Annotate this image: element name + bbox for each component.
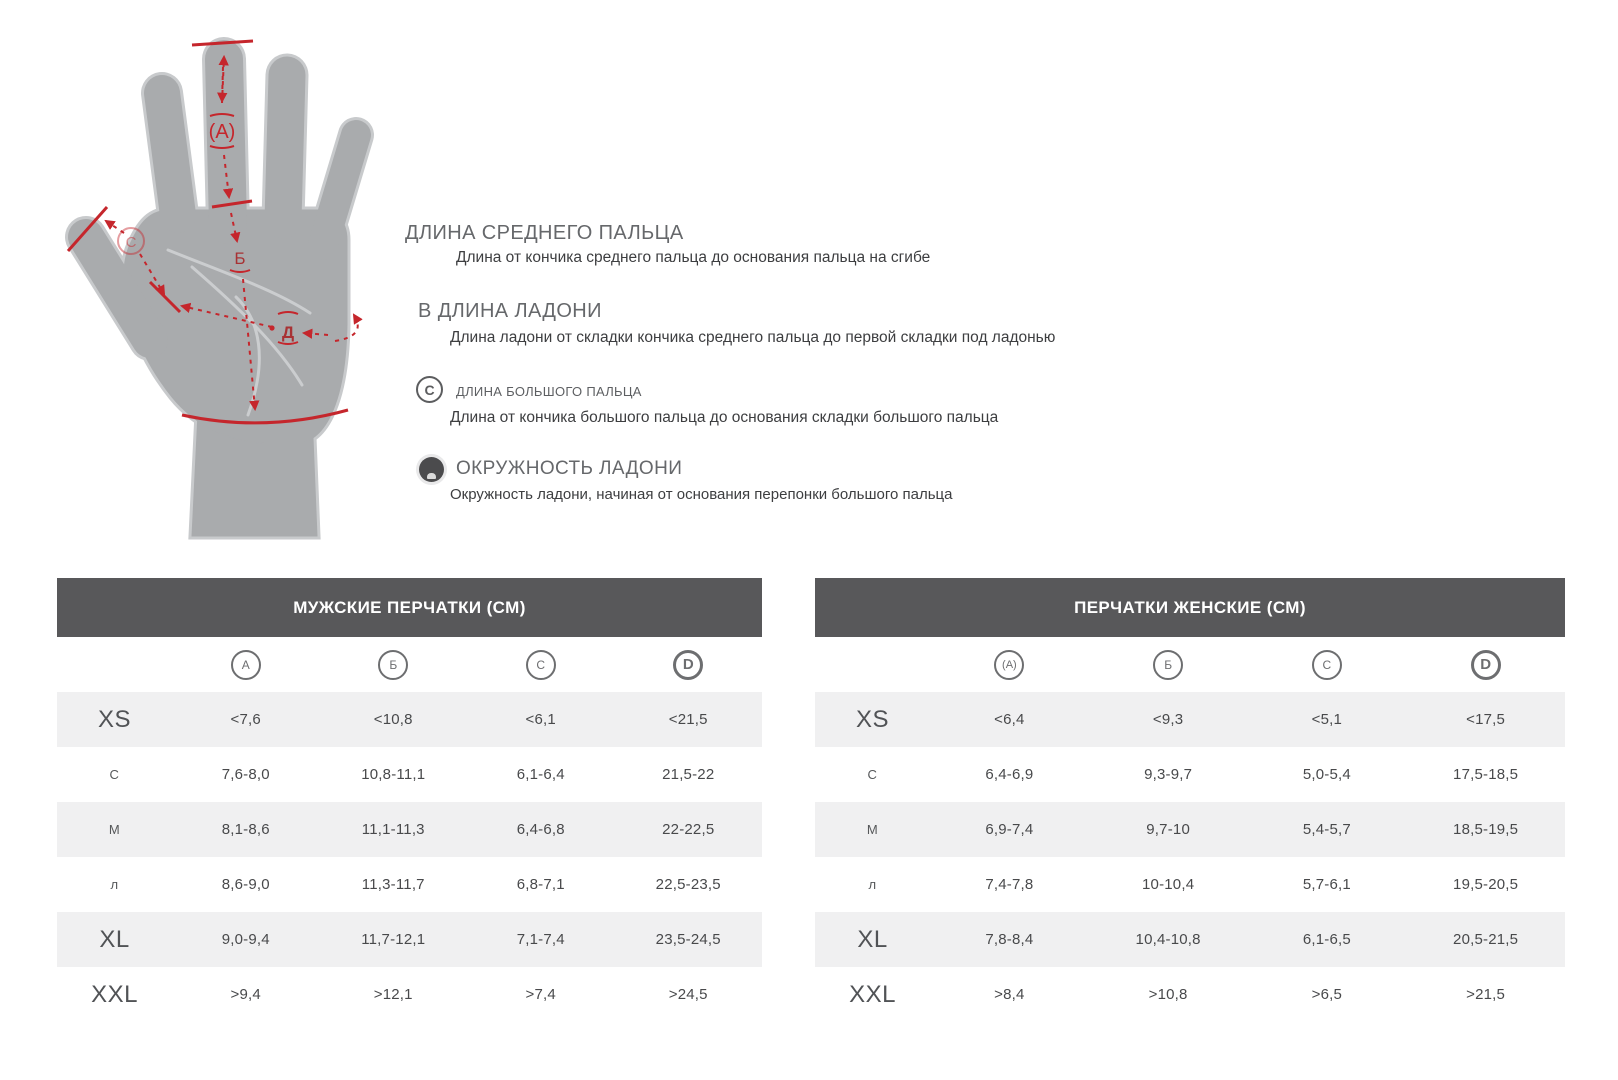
mens-column-icons-row — [57, 637, 762, 692]
cell-value: 7,4-7,8 — [985, 876, 1034, 893]
table-row — [57, 802, 762, 857]
size-label: С — [109, 767, 120, 782]
table-row — [57, 967, 762, 1022]
cell-value: >10,8 — [1148, 986, 1188, 1003]
table-row — [815, 967, 1565, 1022]
cell-value: 22-22,5 — [662, 821, 715, 838]
cell-value: 18,5-19,5 — [1453, 821, 1519, 838]
cell-value: >9,4 — [230, 986, 261, 1003]
finger-tip-tick — [192, 41, 253, 45]
hand-diagram-svg — [40, 15, 410, 540]
cell-value: 6,1-6,4 — [516, 766, 565, 783]
cell-value: <5,1 — [1311, 711, 1343, 728]
cell-value: <17,5 — [1466, 711, 1506, 728]
column-a-circle-icon: А — [231, 650, 261, 680]
cell-value: <6,4 — [994, 711, 1025, 728]
table-row — [815, 692, 1565, 747]
cell-value: 6,4-6,8 — [516, 821, 565, 838]
table-row — [815, 802, 1565, 857]
legend-desc-thumb-length: Длина от кончика большого пальца до основания складки большого пальца — [450, 409, 999, 426]
column-a-circle-icon: (А) — [994, 650, 1024, 680]
legend-title-middle-finger: ДЛИНА СРЕДНЕГО ПАЛЬЦА — [405, 222, 684, 244]
cell-value: 7,8-8,4 — [985, 931, 1034, 948]
womens-gloves-table — [815, 578, 1565, 1022]
legend-title-palm-circumference: ОКРУЖНОСТЬ ЛАДОНИ — [456, 458, 683, 479]
cell-value: 7,1-7,4 — [516, 931, 565, 948]
womens-table-title-bar — [815, 578, 1565, 637]
column-d-circle-icon: D — [673, 650, 703, 680]
cell-value: 11,1-11,3 — [361, 821, 425, 838]
table-row — [815, 912, 1565, 967]
size-label: XXL — [849, 980, 896, 1008]
size-label: М — [108, 822, 121, 837]
table-row — [57, 857, 762, 912]
cell-value: <6,1 — [525, 711, 556, 728]
label-b: Б — [234, 249, 246, 268]
cell-value: >24,5 — [668, 986, 708, 1003]
cell-value: 9,3-9,7 — [1144, 766, 1193, 783]
size-label: XXL — [91, 980, 138, 1008]
size-label: XS — [855, 705, 889, 733]
cell-value: <9,3 — [1152, 711, 1184, 728]
cell-value: 10,8-11,1 — [361, 766, 426, 783]
legend-desc-palm-circumference: Окружность ладони, начиная от основания перепонки большого пальца — [450, 486, 953, 503]
column-b-circle-icon: Б — [378, 650, 408, 680]
cell-value: <7,6 — [230, 711, 261, 728]
cell-value: 11,7-12,1 — [361, 931, 426, 948]
size-label: л — [110, 877, 119, 892]
mens-table-title-bar — [57, 578, 762, 637]
table-row — [57, 747, 762, 802]
column-c-circle-icon: С — [1312, 650, 1342, 680]
mens-table-title: МУЖСКИЕ ПЕРЧАТКИ (СМ) — [293, 597, 526, 617]
cell-value: 6,1-6,5 — [1302, 931, 1351, 948]
table-row — [815, 747, 1565, 802]
cell-value: >21,5 — [1466, 986, 1506, 1003]
table-row — [57, 912, 762, 967]
cell-value: 9,7-10 — [1146, 821, 1190, 838]
size-label: XS — [97, 705, 131, 733]
womens-column-icons-row — [815, 637, 1565, 692]
size-label: XL — [99, 925, 130, 953]
cell-value: 5,4-5,7 — [1302, 821, 1351, 838]
cell-value: 17,5-18,5 — [1453, 766, 1519, 783]
legend-desc-palm-length: Длина ладони от складки кончика среднего пальца до первой складки под ладонью — [450, 329, 1056, 346]
womens-table-title: ПЕРЧАТКИ ЖЕНСКИЕ (СМ) — [1074, 597, 1306, 617]
c-circle-icon — [416, 376, 443, 403]
c-circle-icon-letter: С — [424, 381, 435, 398]
column-d-circle-icon: D — [1471, 650, 1501, 680]
cell-value: 10-10,4 — [1141, 876, 1195, 893]
cell-value: 20,5-21,5 — [1453, 931, 1519, 948]
cell-value: 5,0-5,4 — [1302, 766, 1351, 783]
size-label: С — [867, 767, 878, 782]
cell-value: 11,3-11,7 — [361, 876, 425, 893]
cell-value: 8,1-8,6 — [221, 821, 270, 838]
palm-circumference-icon — [419, 457, 444, 482]
cell-value: 8,6-9,0 — [221, 876, 270, 893]
cell-value: 6,9-7,4 — [985, 821, 1034, 838]
cell-value: 10,4-10,8 — [1135, 931, 1201, 948]
cell-value: 9,0-9,4 — [221, 931, 270, 948]
size-label: л — [868, 877, 877, 892]
cell-value: 5,7-6,1 — [1302, 876, 1351, 893]
column-c-circle-icon: С — [526, 650, 556, 680]
cell-value: <21,5 — [668, 711, 708, 728]
label-a: (А) — [208, 121, 236, 143]
table-row — [815, 857, 1565, 912]
size-label: М — [866, 822, 879, 837]
cell-value: 21,5-22 — [662, 766, 715, 783]
legend-title-palm-length: В ДЛИНА ЛАДОНИ — [418, 300, 602, 322]
cell-value: 6,4-6,9 — [985, 766, 1034, 783]
cell-value: 23,5-24,5 — [655, 931, 721, 948]
cell-value: 7,6-8,0 — [221, 766, 270, 783]
cell-value: >8,4 — [994, 986, 1025, 1003]
cell-value: >6,5 — [1311, 986, 1343, 1003]
cell-value: 6,8-7,1 — [516, 876, 565, 893]
cell-value: 19,5-20,5 — [1453, 876, 1519, 893]
legend-desc-middle-finger: Длина от кончика среднего пальца до основания пальца на сгибе — [456, 249, 931, 266]
size-label: XL — [857, 925, 888, 953]
hand-measurement-diagram — [40, 15, 410, 540]
cell-value: <10,8 — [373, 711, 413, 728]
cell-value: >12,1 — [373, 986, 413, 1003]
cell-value: >7,4 — [525, 986, 556, 1003]
legend-title-thumb-length: ДЛИНА БОЛЬШОГО ПАЛЬЦА — [456, 384, 642, 399]
label-d: Д — [281, 323, 295, 342]
cell-value: 22,5-23,5 — [655, 876, 721, 893]
mens-gloves-table — [57, 578, 762, 1022]
column-b-circle-icon: Б — [1153, 650, 1183, 680]
table-row — [57, 692, 762, 747]
label-c: С — [125, 234, 137, 251]
